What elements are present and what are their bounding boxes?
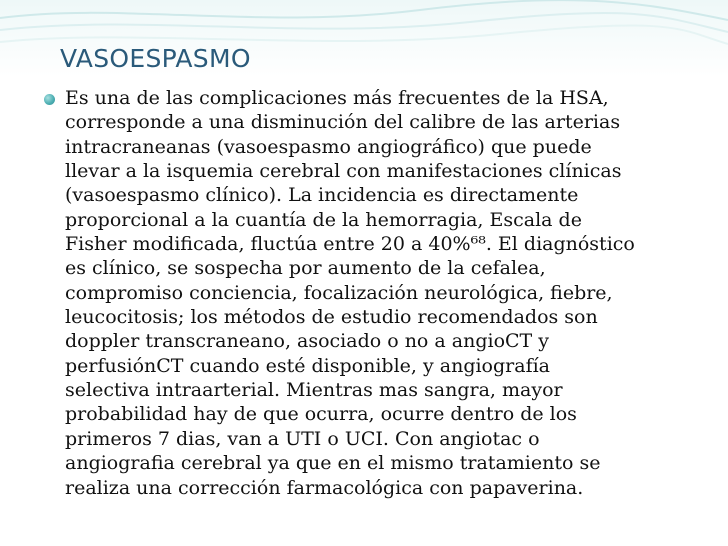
body-line: realiza una corrección farmacológica con papaverina. bbox=[65, 476, 584, 499]
body-paragraph bbox=[65, 86, 710, 500]
body-line: (vasoespasmo clínico). La incidencia es directamente bbox=[65, 184, 579, 207]
body-line: angiografia cerebral ya que en el mismo tratamiento se bbox=[65, 452, 601, 475]
body-line: compromiso conciencia, focalización neurológica, fiebre, bbox=[65, 281, 613, 304]
body-line: selectiva intraarterial. Mientras mas sangra, mayor bbox=[65, 379, 563, 402]
body-line: proporcional a la cuantía de la hemorragia, Escala de bbox=[65, 208, 582, 231]
body-line: perfusiónCT cuando esté disponible, y angiografía bbox=[65, 354, 551, 377]
body-line: probabilidad hay de que ocurra, ocurre dentro de los bbox=[65, 403, 577, 426]
list-item bbox=[44, 86, 712, 500]
body-line: leucocitosis; los métodos de estudio recomendados son bbox=[65, 306, 598, 329]
body-line: doppler transcraneano, asociado o no a angioCT y bbox=[65, 330, 550, 353]
content-list bbox=[44, 86, 712, 500]
body-line: corresponde a una disminución del calibre de las arterias bbox=[65, 111, 621, 134]
body-line: es clínico, se sospecha por aumento de la cefalea, bbox=[65, 257, 546, 280]
body-line: intracraneanas (vasoespasmo angiográfico) que puede bbox=[65, 135, 592, 158]
body-line: llevar a la isquemia cerebral con manifestaciones clínicas bbox=[65, 160, 622, 183]
slide-title: VASOESPASMO bbox=[60, 44, 251, 73]
body-line: Fisher modificada, fluctúa entre 20 a 40%⁶⁸. El diagnóstico bbox=[65, 233, 635, 256]
bullet-icon bbox=[44, 94, 55, 105]
body-line: primeros 7 dias, van a UTI o UCI. Con angiotac o bbox=[65, 427, 540, 450]
body-line: Es una de las complicaciones más frecuentes de la HSA, bbox=[65, 87, 609, 109]
